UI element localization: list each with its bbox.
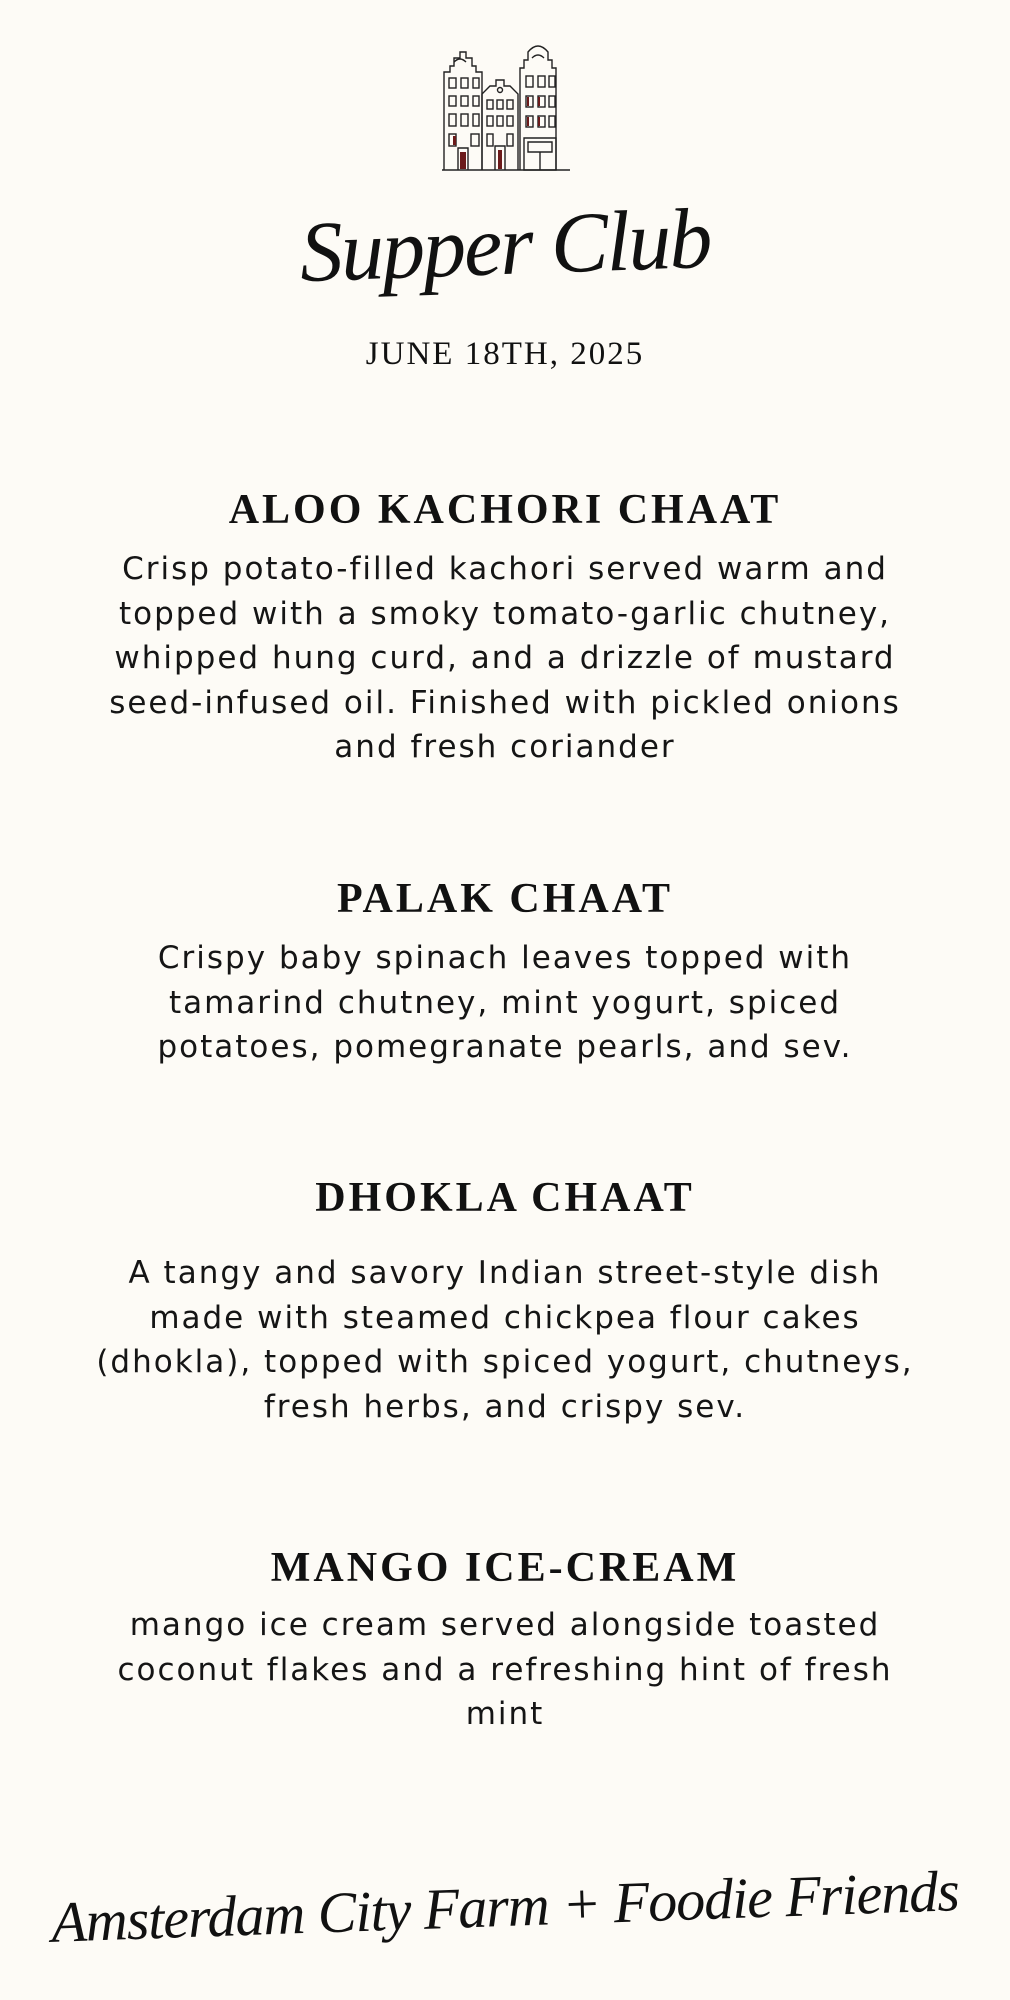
event-date: JUNE 18TH, 2025 xyxy=(365,336,645,372)
course-item xyxy=(90,1173,920,1429)
course-item xyxy=(90,874,920,1070)
canal-houses-icon xyxy=(440,32,574,172)
course-title: DHOKLA CHAAT xyxy=(315,1175,695,1221)
course-description: Crisp potato-filled kachori served warm and topped with a smoky tomato-garlic chutney, whipped hung curd, and a drizzle of mustard seed-infused oil. Finished with pickled onions and fresh coriander xyxy=(109,551,901,765)
course-title: ALOO KACHORI CHAAT xyxy=(228,487,782,533)
menu-title: Supper Club xyxy=(298,189,712,301)
course-description: mango ice cream served alongside toasted coconut flakes and a refreshing hint of fresh mint xyxy=(117,1607,893,1732)
course-description: A tangy and savory Indian street-style dish made with steamed chickpea flour cakes (dhokla), topped with spiced yogurt, chutneys, fresh herbs, and crispy sev. xyxy=(96,1255,914,1425)
footer-signature: Amsterdam City Farm + Foodie Friends xyxy=(50,1858,960,1955)
course-title: MANGO ICE-CREAM xyxy=(270,1545,740,1591)
course-description: Crispy baby spinach leaves topped with tamarind chutney, mint yogurt, spiced potatoes, pomegranate pearls, and sev. xyxy=(157,940,853,1065)
course-item xyxy=(90,1543,920,1737)
course-item xyxy=(90,485,920,770)
course-title: PALAK CHAAT xyxy=(337,876,673,922)
